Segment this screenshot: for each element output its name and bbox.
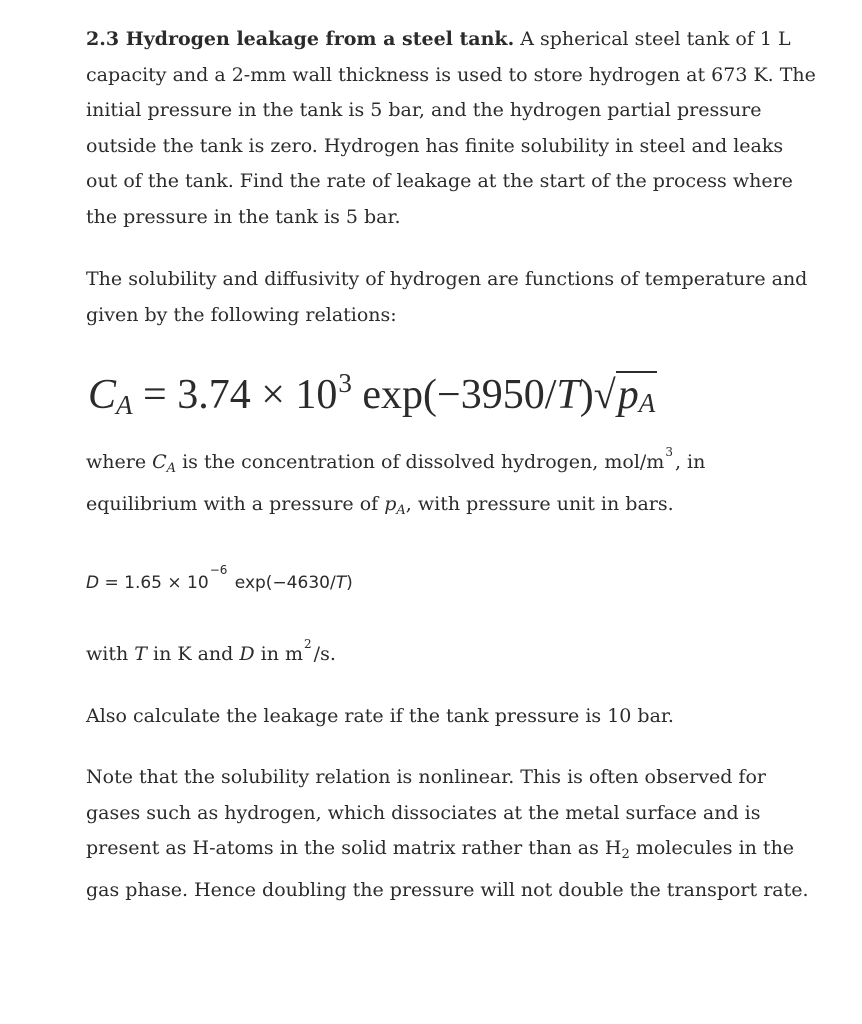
d-close: ) — [346, 573, 353, 593]
solubility-intro: The solubility and diffusivity of hydrogen are functions of temperature and given by the following relations: — [86, 268, 808, 326]
note-ca-symbol: C — [152, 451, 167, 473]
d-exponent: −6 — [209, 563, 228, 577]
units-with: with — [86, 643, 129, 665]
problem-title-text: Hydrogen leakage from a steel tank. — [125, 28, 515, 50]
eq-radicand-symbol: p — [617, 372, 639, 418]
note-text1: is the concentration of dissolved hydrogen, mol/m — [182, 451, 665, 473]
problem-number: 2.3 — [86, 28, 120, 50]
solubility-note — [86, 760, 816, 908]
note-text3: , with pressure unit in bars. — [405, 492, 674, 515]
eq-times: × — [261, 372, 285, 418]
units-text3: /s. — [313, 643, 336, 665]
note-ca-subscript: A — [166, 461, 177, 476]
diffusivity-equation — [86, 554, 816, 599]
units-text2: in m — [260, 643, 304, 665]
d-symbol: D — [86, 573, 100, 593]
units-note — [86, 627, 816, 673]
eq-radical-sign: √ — [593, 372, 616, 417]
note-part1: Note that the solubility relation is nonlinear. This is often observed for gases such as hydrogen, which dissociates at the metal surface and is present as H-atoms in the solid matrix rather than as H — [86, 766, 766, 859]
d-variable: T — [335, 573, 347, 593]
eq-base: 10 — [295, 372, 338, 418]
eq-lhs-subscript: A — [116, 390, 133, 420]
problem-paragraph — [86, 22, 816, 235]
eq-exponent: 3 — [338, 368, 352, 398]
note-h2-subscript: 2 — [621, 847, 630, 862]
eq-radicand-subscript: A — [638, 388, 656, 418]
note-part2: molecules in the gas phase. Hence doubling the pressure will not double the transport rate. — [86, 837, 809, 901]
units-d-symbol: D — [239, 643, 255, 665]
solubility-equation — [88, 353, 816, 420]
document-body — [86, 22, 816, 908]
units-t-symbol: T — [134, 643, 147, 665]
note-text2: , in equilibrium with a pressure of — [86, 451, 706, 515]
eq-coefficient: 3.74 — [177, 372, 251, 418]
d-rhs: = 1.65 × 10 — [104, 573, 209, 593]
d-function: exp(−4630/ — [234, 573, 336, 593]
eq-function: exp(−3950/ — [362, 372, 557, 418]
units-exponent: 2 — [304, 637, 312, 651]
problem-statement: A spherical steel tank of 1 L capacity and a 2-mm wall thickness is used to store hydrogen at 673 K. The initial pressure in the tank is 5 bar, and the hydrogen partial pressure outside the tank is zero. Hydrogen has finite solubility in steel and leaks out of the tank. Find the rate of leakage at the start of the process where the pressure in the tank is 5 bar. — [86, 28, 816, 228]
eq-variable: T — [556, 372, 580, 418]
eq-close: ) — [579, 372, 594, 418]
note-pa-subscript: A — [396, 502, 406, 518]
eq-equals: = — [143, 372, 167, 418]
note-pa-symbol: p — [384, 492, 397, 515]
problem-title — [86, 28, 514, 50]
note-where: where — [86, 451, 147, 473]
eq-lhs-symbol: C — [88, 372, 117, 418]
eq-radicand — [616, 371, 658, 425]
concentration-note — [86, 435, 816, 528]
note-exponent: 3 — [665, 445, 673, 459]
units-text1: in K and — [153, 643, 234, 665]
additional-task: Also calculate the leakage rate if the tank pressure is 10 bar. — [86, 704, 674, 727]
